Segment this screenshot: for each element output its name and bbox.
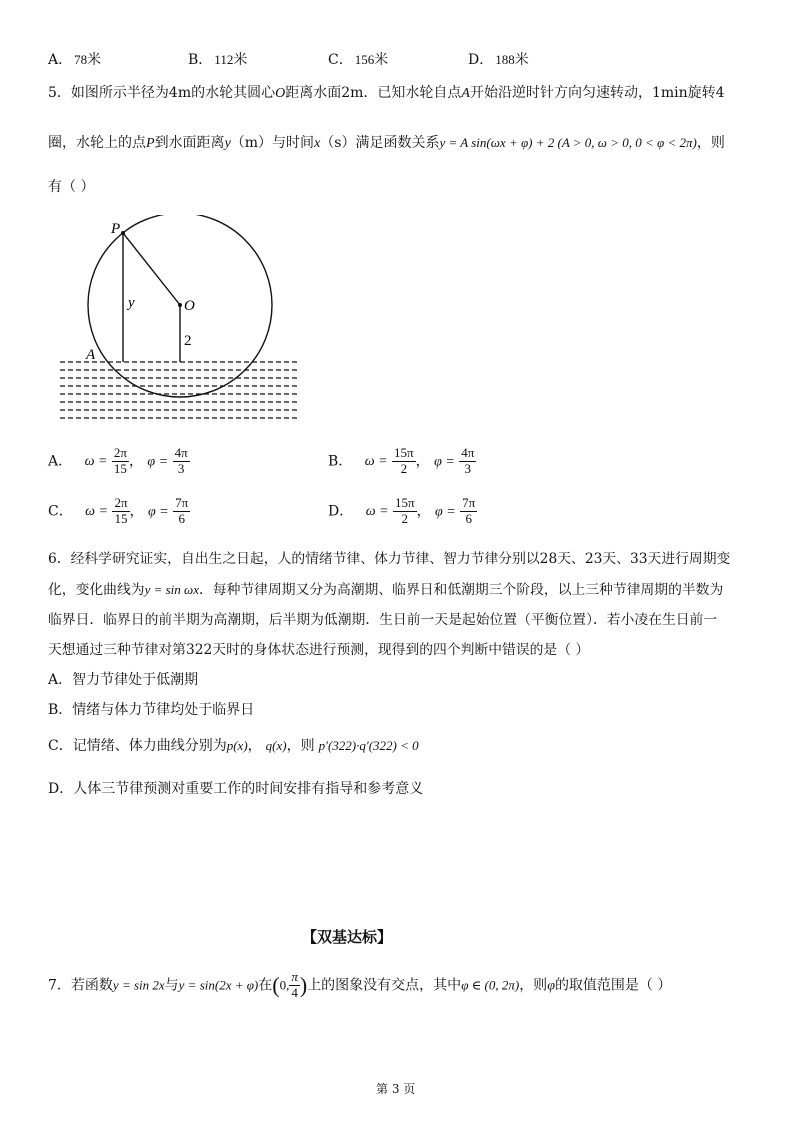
q6-line3: 临界日．临界日的前半期为高潮期，后半期为低潮期．生日前一天是起始位置（平衡位置）．若小凌在生日前一 <box>48 612 718 628</box>
label-y: y <box>128 295 135 311</box>
q4-option-a: A． 78米 <box>48 52 102 68</box>
point-p <box>121 231 125 235</box>
q6-option-d: D．人体三节律预测对重要工作的时间安排有指导和参考意义 <box>48 781 424 797</box>
water-lines <box>60 362 300 418</box>
q5-line2: 圈，水轮上的点P到水面距离y（m）与时间x（s）满足函数关系y = A sin(ωx + φ) + 2 (A > 0, ω > 0, 0 < φ < 2π)，则 <box>48 135 725 151</box>
page-number: 第 3 页 <box>376 1082 416 1096</box>
q5-line3: 有（ ） <box>48 179 95 195</box>
q6-line2: 化，变化曲线为y = sin ωx．每种节律周期又分为高潮期、临界日和低潮期三个阶段，以上三种节律周期的半数为 <box>48 582 724 598</box>
q6-option-a: A．智力节律处于低潮期 <box>48 672 199 688</box>
q5-line1: 5．如图所示半径为4m的水轮其圆心O距离水面2m．已知水轮自点A开始沿逆时针方向匀速转动，1min旋转4 <box>48 85 725 101</box>
q4-option-b: B． 112米 <box>188 52 248 68</box>
label-o: O <box>184 298 195 314</box>
label-p: P <box>111 221 121 237</box>
q5-option-b: B． ω = $\frac{15\pi}{2}$ ， φ = $\frac{4\pi}{3}$ <box>328 445 475 476</box>
q4-option-d: D． 188米 <box>468 52 529 68</box>
q4-option-c: C． 156米 <box>328 52 389 68</box>
q5-option-d: D． ω = $\frac{15\pi}{2}$ ， φ = $\frac{7\pi}{6}$ <box>328 495 476 526</box>
q5-option-c: C． ω = $\frac{2\pi}{15}$ ， φ = $\frac{7\pi}{6}$ <box>48 495 189 526</box>
q6-line4: 天想通过三种节律对第322天时的身体状态进行预测，现得到的四个判断中错误的是（ ） <box>48 642 590 658</box>
q7-stem: 7．若函数y = sin 2x与y = sin(2x + φ)在(0, $\frac{\pi}{4}$ )上的图象没有交点，其中φ ∈ (0, 2π)，则φ的取值范围是（ ） <box>48 969 672 1000</box>
label-a: A <box>86 347 96 363</box>
section-title: 【双基达标】 <box>302 928 393 946</box>
label-2: 2 <box>184 333 192 349</box>
point-o <box>178 303 182 307</box>
water-wheel-figure <box>55 215 305 425</box>
q6-option-b: B．情绪与体力节律均处于临界日 <box>48 702 255 718</box>
q6-line1: 6．经科学研究证实，自出生之日起，人的情绪节律、体力节律、智力节律分别以28天、23天、33天进行周期变 <box>48 551 731 567</box>
q6-option-c: C．记情绪、体力曲线分别为p(x)， q(x)，则 p′(322)·q′(322) < 0 <box>48 738 419 754</box>
q5-option-a: A． ω = $\frac{2\pi}{15}$ ， φ = $\frac{4\pi}{3}$ <box>48 445 188 476</box>
